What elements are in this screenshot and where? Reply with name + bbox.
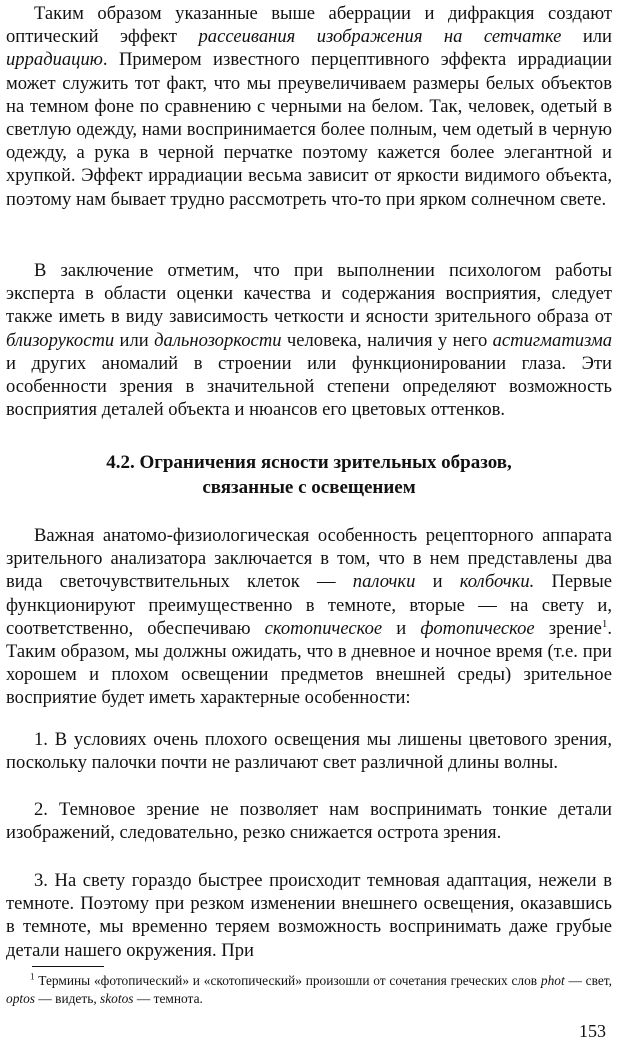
footnote-divider	[32, 966, 104, 967]
footnote-mark: 1	[30, 971, 35, 982]
section-heading	[6, 450, 612, 500]
body-paragraph-irradiation: Таким образом указанные выше аберрации и дифракция создают оптический эффект рассеивания изображения на сетчатке или иррадиацию. Примером известного перцептивного эффекта иррадиации может служить тот факт, что мы преувеличиваем размеры белых объектов на темном фоне по сравнению с черными на белом. Так, человек, одетый в светлую одежду, нами воспринимается более полным, чем одетый в черную одежду, а рука в черной перчатке поэтому кажется более элегантной и хрупкой. Эффект иррадиации весьма зависит от яркости видимого объекта, поэтому нам бывает трудно рассмотреть что-то при ярком солнечном свете.	[6, 3, 612, 210]
section-heading-line-2: связанные с освещением	[202, 477, 416, 498]
footnote-reference: 1	[601, 617, 608, 630]
footnote: $^1$ Термины «фотопический» и «скотопический» произошли от сочетания греческих слов phot — свет, optos — видеть, skotos — темнота.	[6, 971, 612, 1006]
list-item-2: 2. Темновое зрение не позволяет нам воспринимать тонкие детали изображений, следовательно, резко снижается острота зрения.	[6, 799, 612, 844]
body-paragraph-receptors: Важная анатомо-физиологическая особенность рецепторного аппарата зрительного анализатора заключается в том, что в нем представлены два вида светочувствительных клеток — палочки и колбочки. Первые функционируют преимущественно в темноте, вторые — на свету и, соответственно, обеспечиваю скотопическое и фотопическое зрение$^1$. Таким образом, мы должны ожидать, что в дневное и ночное время (т.е. при хорошем и плохом освещении предметов внешней среды) зрительное восприятие будет иметь характерные особенности:	[6, 525, 613, 709]
list-item-1: 1. В условиях очень плохого освещения мы лишены цветового зрения, поскольку палочки почти не различают свет различной длины волны.	[6, 729, 612, 774]
section-heading-line-1: 4.2. Ограничения ясности зрительных образов,	[106, 452, 512, 473]
page-number: 153	[579, 1021, 606, 1041]
body-paragraph-conclusion: В заключение отметим, что при выполнении психологом работы эксперта в области оценки качества и содержания восприятия, следует также иметь в виду зависимость четкости и ясности зрительного образа от близорукости или дальнозоркости человека, наличия у него астигматизма и других аномалий в строении или функционировании глаза. Эти особенности зрения в значительной степени определяют возможность восприятия деталей объекта и нюансов его цветовых оттенков.	[6, 260, 612, 421]
book-page	[6, 0, 612, 1046]
list-item-3: 3. На свету гораздо быстрее происходит темновая адаптация, нежели в темноте. Поэтому при резком изменении внешнего освещения, оказавшись в темноте, мы временно теряем возможность воспринимать даже грубые детали нашего окружения. При	[6, 870, 612, 961]
